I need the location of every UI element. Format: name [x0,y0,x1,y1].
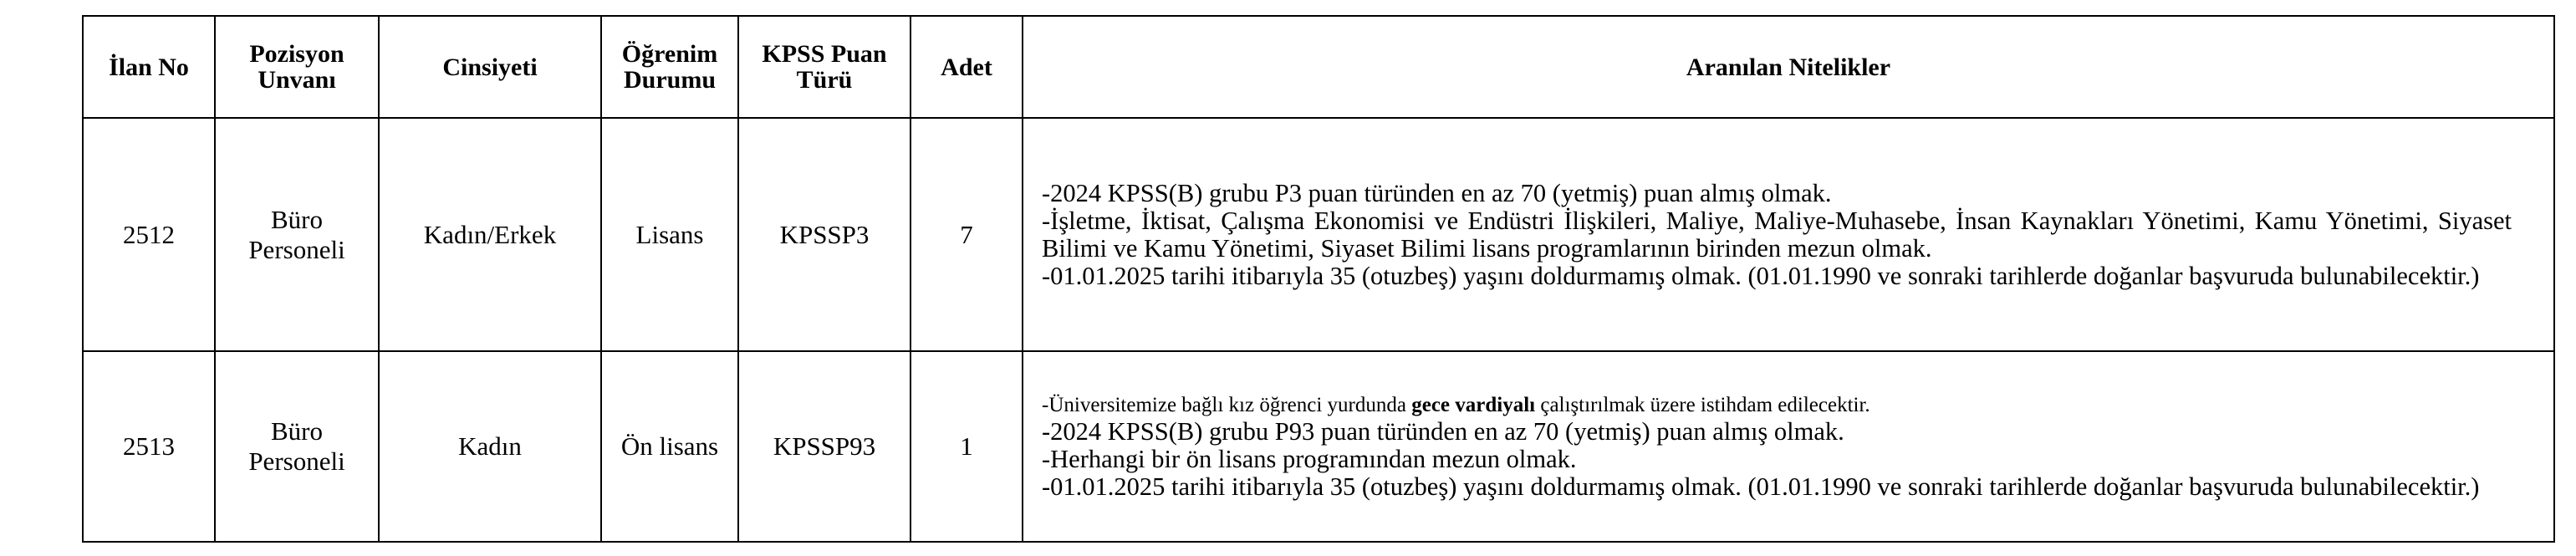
cell-kpss: KPSSP93 [738,351,911,542]
requirement-intro-text: -Üniversitemize bağlı kız öğrenci yurdunda [1042,394,1412,416]
header-ogrenim-line1: Öğrenim [621,40,718,68]
header-kpss [738,16,911,118]
header-cinsiyeti: Cinsiyeti [379,16,601,118]
header-adet: Adet [911,16,1023,118]
requirement-intro-text-end: çalıştırılmak üzere istihdam edilecektir. [1535,394,1870,416]
cell-pozisyon-line2: Personeli [248,234,345,264]
header-kpss-line1: KPSS Puan [762,40,887,68]
cell-pozisyon-line1: Büro [271,416,323,446]
cell-cinsiyeti: Kadın [379,351,601,542]
header-ogrenim-line2: Durumu [623,66,717,94]
table-row [83,351,2554,542]
job-listing-table [82,15,2555,543]
header-ogrenim [601,16,738,118]
requirement-intro [1042,392,2512,418]
cell-adet: 1 [911,351,1023,542]
cell-adet: 7 [911,118,1023,351]
cell-ogrenim: Ön lisans [601,351,738,542]
header-nitelikler: Aranılan Nitelikler [1023,16,2554,118]
cell-ilan-no: 2512 [83,118,215,351]
table-row [83,118,2554,351]
header-pozisyon [215,16,379,118]
header-pozisyon-line2: Unvanı [258,66,336,94]
cell-ilan-no: 2513 [83,351,215,542]
requirement-line: -2024 KPSS(B) grubu P3 puan türünden en az 70 (yetmiş) puan almış olmak. [1042,178,1832,207]
header-ilan-no: İlan No [83,16,215,118]
cell-pozisyon [215,118,379,351]
header-pozisyon-line1: Pozisyon [249,40,344,68]
requirement-line: -2024 KPSS(B) grubu P93 puan türünden en az 70 (yetmiş) puan almış olmak. [1042,417,1844,446]
cell-kpss: KPSSP3 [738,118,911,351]
cell-pozisyon-line1: Büro [271,204,323,234]
header-kpss-line2: Türü [796,66,853,94]
cell-ogrenim: Lisans [601,118,738,351]
requirement-line: -01.01.2025 tarihi itibarıyla 35 (otuzbeş) yaşını doldurmamış olmak. (01.01.1990 ve sonraki tarihlerde doğanlar başvuruda bulunabilecektir.) [1042,261,2480,290]
cell-cinsiyeti: Kadın/Erkek [379,118,601,351]
cell-nitelikler [1023,351,2554,542]
header-row [83,16,2554,118]
requirement-line: -Herhangi bir ön lisans programından mezun olmak. [1042,445,1577,473]
requirement-line: -01.01.2025 tarihi itibarıyla 35 (otuzbeş) yaşını doldurmamış olmak. (01.01.1990 ve sonraki tarihlerde doğanlar başvuruda bulunabilecektir.) [1042,472,2480,501]
cell-pozisyon-line2: Personeli [248,446,345,476]
requirement-intro-bold: gece vardiyalı [1411,394,1536,416]
cell-pozisyon [215,351,379,542]
requirement-line: -İşletme, İktisat, Çalışma Ekonomisi ve Endüstri İlişkileri, Maliye, Maliye-Muhasebe, İnsan Kaynakları Yönetimi, Kamu Yönetimi, Siyaset Bilimi ve Kamu Yönetimi, Siyaset Bilimi lisans programlarının birinden mezun olmak. [1042,206,2512,263]
cell-nitelikler [1023,118,2554,351]
